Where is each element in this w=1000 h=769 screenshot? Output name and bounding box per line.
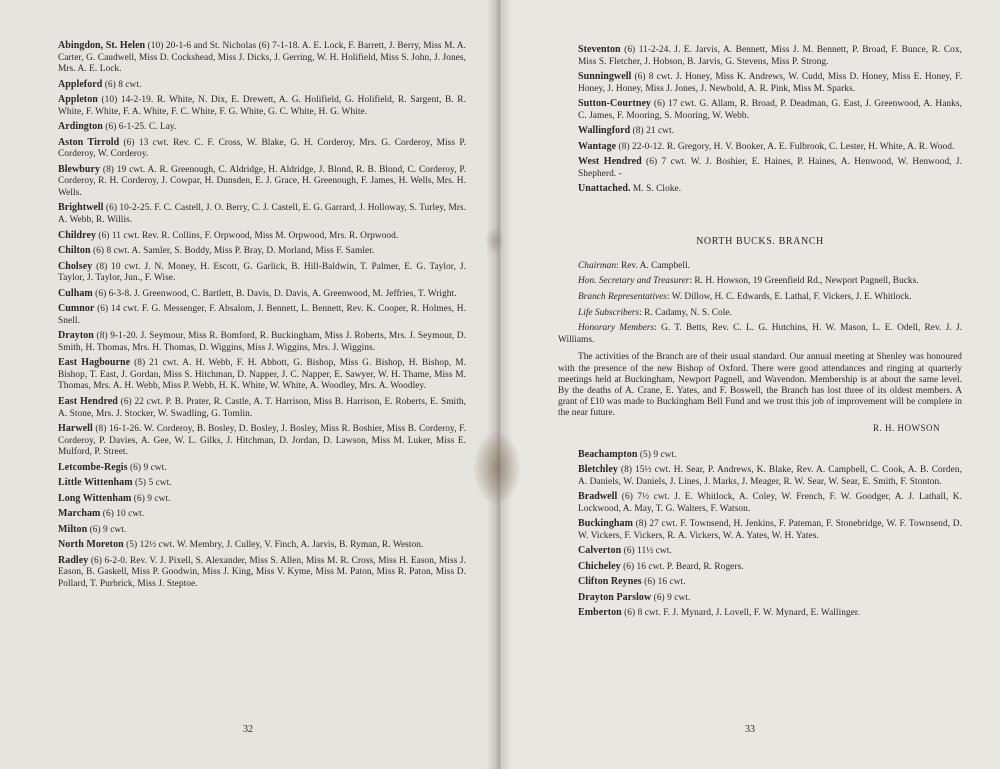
- tower-entry: [558, 518, 962, 542]
- tower-name: Abingdon, St. Helen: [58, 40, 146, 51]
- tower-details: (6) 10-2-25. F. C. Castell, J. O. Berry, C. J. Castell, E. G. Garrard, J. Holloway, S. Turley, Mrs. A. Webb, R. Willis.: [58, 203, 466, 226]
- tower-entry: [38, 396, 466, 420]
- tower-entry: [38, 40, 466, 76]
- tower-details: (6) 6-1-25. C. Lay.: [102, 122, 177, 133]
- tower-name: Cumnor: [58, 303, 95, 315]
- officer-line: [558, 276, 962, 288]
- tower-name: North Moreton: [58, 539, 124, 551]
- tower-entry: [38, 230, 466, 243]
- tower-details: (6) 17 cwt. G. Allam, R. Broad, P. Deadman, G. East, J. Greenwood, A. Hanks, C. James, F. Mooring, S. Mooring, W. Webb.: [578, 99, 962, 121]
- branch-heading: NORTH BUCKS. BRANCH: [696, 235, 824, 247]
- tower-entry: [38, 357, 466, 393]
- officer-role: Life Subscribers: [578, 307, 640, 318]
- tower-entry: [558, 576, 962, 589]
- tower-name: Chicheley: [578, 560, 621, 572]
- tower-details: (6) 22 cwt. P. B. Prater, R. Castle, A. T. Harrison, Miss B. Harrison, E. Roberts, E. Smith, A. Stone, Mrs. J. Stocker, W. Swadling, G. Tomlin.: [58, 396, 466, 419]
- officer-names: : Rev. A. Campbell.: [616, 260, 690, 271]
- right-page: [500, 0, 1000, 769]
- tower-entry: [38, 555, 466, 591]
- tower-details: (6) 9 cwt.: [87, 524, 127, 535]
- tower-name: Unattached.: [578, 183, 631, 195]
- tower-name: Emberton: [578, 607, 622, 619]
- tower-entry: [558, 592, 962, 605]
- tower-name: Wantage: [578, 140, 617, 152]
- tower-details: (6) 8 cwt.: [102, 79, 142, 90]
- tower-details: (8) 21 cwt. A. H. Webb, F. H. Abbott, G. Bishop, Miss G. Bishop, H. Bishop, M. Bishop, T. East, J. Gordan, Miss S. Hitchman, D. Napper, J. C. Napper, E. Sawyer, W. H. Thame, Miss M. Thomas, Mrs. A. H. Webb, Miss P. Webb, H. K. White, W. White, A. Woodley, Mrs. A. Woodley.: [58, 358, 466, 392]
- tower-name: Marcham: [58, 508, 101, 520]
- tower-entry: [558, 98, 962, 122]
- tower-name: West Hendred: [578, 156, 642, 168]
- tower-details: (8) 21 cwt.: [630, 126, 675, 137]
- officer-names: : G. T. Betts, Rev. C. L. G. Hutchins, H. W. Mason, L. E. Odell, Rev. J. J. Williams.: [558, 323, 962, 345]
- tower-name: Sutton-Courtney: [578, 98, 651, 110]
- officer-role: Branch Representatives: [578, 292, 667, 303]
- tower-name: Calverton: [578, 545, 622, 557]
- tower-details: (10) 14-2-19. R. White, N. Dix, E. Drewett, A. G. Holifield, G. Holifield, R. Sargent, B. R. White, F. White, F. A. White, F. C. White, F. G. White, G. C. White, H. G. White.: [58, 95, 466, 117]
- tower-details: (6) 11-2-24. J. E. Jarvis, A. Bennett, Miss J. M. Bennett, P. Broad, F. Bunce, R. Cox, Miss S. Fletcher, J. Hobson, B. Jarvis, G. Stevens, Miss P. Strong.: [578, 45, 962, 67]
- tower-name: Sunningwell: [578, 71, 632, 83]
- tower-entry: [38, 508, 466, 521]
- tower-name: East Hendred: [58, 395, 118, 407]
- tower-entry: [38, 164, 466, 200]
- tower-name: Drayton: [58, 330, 94, 342]
- right-entry-list-top: [558, 44, 962, 196]
- tower-details: (8) 22-0-12. R. Gregory, H. V. Booker, A. E. Fulbrook, C. Lester, H. White, A. R. Wood.: [616, 141, 955, 152]
- tower-details: (8) 19 cwt. A. R. Greenough, C. Aldridge, H. Aldridge, J. Blond, R. B. Blond, C. Corderoy, P. Corderoy, R. H. Corderoy, J. Cowpar, H. Dunsden, E. J. Grace, H. Greenough, F. James, H. Wells, Mrs. H. Wells.: [58, 164, 466, 198]
- tower-name: Chilton: [58, 245, 91, 257]
- book-gutter: [486, 0, 512, 769]
- tower-entry: [38, 79, 466, 92]
- tower-entry: [38, 462, 466, 475]
- tower-details: (6) 10 cwt.: [100, 509, 145, 520]
- officer-role: Honorary Members: [578, 323, 655, 334]
- officer-names: : R. H. Howson, 19 Greenfield Rd., Newport Pagnell, Bucks.: [689, 276, 919, 287]
- tower-entry: [558, 183, 962, 196]
- tower-entry: [38, 288, 466, 301]
- tower-details: (6) 14 cwt. F. G. Messenger, F. Absalom, J. Bennett, L. Bennett, Rev. K. Cooper, R. Holmes, H. Snell.: [58, 304, 466, 326]
- tower-name: Harwell: [58, 422, 93, 434]
- left-entry-list: [38, 40, 466, 590]
- tower-details: (8) 15½ cwt. H. Sear, P. Andrews, K. Blake, Rev. A. Campbell, C. Cook, A. B. Corden, A. Daniels, W. Daniels, J. Lines, J. Marks, J. Meager, R. W. Sear, W. Sear, E. Smith, F. Stonton.: [578, 465, 962, 487]
- officer-line: [558, 292, 962, 304]
- tower-details: (6) 11 cwt. Rev. R. Collins, F. Orpwood, Miss M. Orpwood, Mrs. R. Orpwood.: [96, 230, 399, 241]
- tower-name: Clifton Reynes: [578, 576, 642, 588]
- tower-entry: [38, 261, 466, 285]
- officer-line: [558, 261, 962, 273]
- tower-entry: [558, 561, 962, 574]
- tower-entry: [38, 202, 466, 226]
- tower-details: (8) 9-1-20. J. Seymour, Miss R. Bomford, R. Buckingham, Miss J. Roberts, Mrs. J. Seymour, D. Smith, H. Thomas, Mrs. H. Thomas, D. Wiggins, Miss J. Wiggins, Mrs. J. Wiggins.: [58, 331, 466, 353]
- tower-entry: [38, 524, 466, 537]
- tower-details: (6) 8 cwt. A. Samler, S. Boddy, Miss P. Bray, D. Morland, Miss F. Samler.: [90, 246, 375, 257]
- tower-name: Little Wittenham: [58, 477, 133, 489]
- tower-entry: [38, 303, 466, 327]
- tower-entry: [558, 607, 962, 620]
- tower-details: (6) 9 cwt.: [127, 462, 167, 473]
- stain-mark: [474, 432, 520, 504]
- tower-name: Blewbury: [58, 163, 101, 175]
- tower-name: Buckingham: [578, 518, 633, 530]
- tower-name: Appleford: [58, 78, 103, 90]
- tower-details: (6) 8 cwt. J. Honey, Miss K. Andrews, W. Cudd, Miss D. Honey, Miss E. Honey, F. Honey, J. Honey, Miss J. Jones, J. Newbold, A. R. Pink, Miss M. Sparks.: [578, 72, 962, 94]
- tower-name: East Hagbourne: [58, 357, 131, 369]
- tower-details: (5) 9 cwt.: [637, 449, 677, 460]
- tower-name: Steventon: [578, 44, 621, 55]
- tower-details: (5) 5 cwt.: [132, 478, 172, 489]
- tower-name: Childrey: [58, 229, 96, 241]
- tower-name: Aston Tirrold: [58, 136, 120, 148]
- officer-names: : R. Cadamy, N. S. Cole.: [639, 307, 732, 318]
- tower-details: (6) 9 cwt.: [651, 592, 691, 603]
- tower-details: (6) 8 cwt. F. J. Mynard, J. Lovell, F. W. Mynard, E. Wallinger.: [621, 608, 860, 619]
- tower-name: Milton: [58, 523, 88, 535]
- officer-role: Hon. Secretary and Treasurer: [578, 276, 690, 287]
- tower-details: (6) 11½ cwt.: [621, 546, 672, 557]
- tower-name: Long Wittenham: [58, 492, 132, 504]
- tower-name: Ardington: [58, 121, 103, 133]
- tower-entry: [558, 125, 962, 138]
- tower-entry: [38, 423, 466, 459]
- stain-mark: [486, 228, 504, 254]
- tower-entry: [38, 477, 466, 490]
- tower-details: (8) 16-1-26. W. Corderoy, B. Bosley, D. Bosley, J. Bosley, Miss R. Boshier, Miss B. Corderoy, F. Corderoy, P. Davies, A. Gee, W. L. Gilks, J. Hitchman, D. Jordan, D. Lawson, Miss M. Luker, Miss E. Mulford, P. Street.: [58, 423, 466, 458]
- tower-details: (6) 16 cwt. P. Beard, R. Rogers.: [620, 561, 744, 572]
- branch-officers: [558, 261, 962, 347]
- tower-entry: [558, 545, 962, 558]
- tower-entry: [558, 449, 962, 462]
- tower-entry: [38, 121, 466, 134]
- tower-details: (8) 10 cwt. J. N. Money, H. Escott, G. Garlick, B. Hill-Baldwin, T. Palmer, E. G. Taylor, J. Taylor, J. Taylor, Jun., F. Wise.: [58, 261, 466, 284]
- report-signature: R. H. HOWSON: [872, 422, 940, 433]
- tower-name: Cholsey: [58, 260, 93, 272]
- tower-entry: [38, 330, 466, 354]
- tower-name: Radley: [58, 554, 89, 566]
- officer-line: [558, 308, 962, 320]
- tower-name: Culham: [58, 287, 93, 299]
- tower-details: (6) 6-3-8. J. Greenwood, C. Bartlett, B. Davis, D. Davis, A. Greenwood, M. Jeffries, T. Wright.: [92, 288, 457, 299]
- tower-name: Wallingford: [578, 125, 631, 137]
- tower-entry: [38, 94, 466, 118]
- tower-details: (6) 7 cwt. W. J. Boshier, E. Haines, P. Haines, A. Henwood, W. Henwood, J. Shepherd. -: [578, 157, 962, 179]
- tower-entry: [558, 71, 962, 95]
- officer-names: : W. Dillow, H. C. Edwards, E. Lathal, F. Vickers, J. E. Whitlock.: [666, 292, 912, 303]
- tower-details: (6) 6-2-0. Rev. V. J. Pixell, S. Alexander, Miss S. Allen, Miss M. R. Cross, Miss H. Eason, Miss J. Eason, B. Gaskell, Miss P. Goodwin, Miss J. King, Miss V. Kyme, Miss M. Paton, Miss R. Paton, Miss D. Pollard, T. Purbrick, Miss J. Steptoe.: [58, 555, 466, 589]
- tower-name: Drayton Parslow: [578, 591, 652, 603]
- right-entry-list-bottom: [558, 449, 962, 620]
- tower-entry: [38, 539, 466, 552]
- tower-details: M. S. Cloke.: [630, 184, 682, 195]
- tower-entry: [558, 464, 962, 488]
- officer-role: Chairman: [578, 260, 617, 271]
- tower-name: Letcombe-Regis: [58, 461, 128, 473]
- left-page: [0, 0, 496, 769]
- tower-name: Bletchley: [578, 464, 618, 476]
- tower-entry: [558, 156, 962, 180]
- tower-entry: [38, 137, 466, 161]
- page-number-right: 33: [745, 724, 755, 735]
- tower-entry: [38, 493, 466, 506]
- officer-line: [558, 323, 962, 346]
- tower-details: (8) 27 cwt. F. Townsend, H. Jenkins, F. Pateman, F. Stonebridge, W. F. Townsend, D. W. Vickers, F. Vickers, R. A. Vickers, W. A. Yates, W. H. Yates.: [578, 519, 962, 541]
- tower-name: Bradwell: [578, 491, 618, 503]
- tower-details: (6) 16 cwt.: [641, 577, 686, 588]
- tower-name: Beachampton: [578, 448, 638, 460]
- tower-details: (6) 9 cwt.: [131, 493, 171, 504]
- tower-entry: [558, 44, 962, 68]
- tower-details: (6) 13 cwt. Rev. C. F. Cross, W. Blake, G. H. Corderoy, Mrs. G. Corderoy, Miss P. Corderoy, W. Corderoy.: [58, 137, 466, 160]
- branch-report: The activities of the Branch are of their usual standard. Our annual meeting at Shenley was honoured with the presence of the new Bishop of Oxford. There were good attendances and ringing at quarterly meetings held at Buckingham, Newport Pagnell, and Wavendon. Membership is at about the same level. By the deaths of A. Crane, E. Yates, and F. Boswell, the Branch has lost three of its oldest members. A grant of £10 was made to Buckingham Bell Fund and we trust this job of improvement will be complete in the near future.: [558, 352, 962, 419]
- tower-entry: [558, 491, 962, 515]
- page-number-left: 32: [243, 724, 253, 735]
- tower-entry: [38, 245, 466, 258]
- tower-name: Brightwell: [58, 202, 104, 214]
- tower-details: (10) 20-1-6 and St. Nicholas (6) 7-1-18. A. E. Lock, F. Barrett, J. Berry, Miss M. A. Carter, G. Caudwell, Miss D. Cockshead, Miss J. Dicks, J. Gerring, W. H. Holifield, Miss S. John, J. Jones, Mrs. A. E. Lock.: [58, 41, 466, 75]
- tower-details: (5) 12½ cwt. W. Membry, J. Culley, V. Finch, A. Jarvis, B. Ryman, R. Weston.: [123, 540, 424, 551]
- tower-entry: [558, 141, 962, 154]
- tower-details: (6) 7½ cwt. J. E. Whitlock, A. Coley, W. French, F. W. Goodger, A. J. Lathall, K. Lockwood, A. May, T. G. Walters, F. Watson.: [578, 492, 962, 514]
- tower-name: Appleton: [58, 94, 98, 106]
